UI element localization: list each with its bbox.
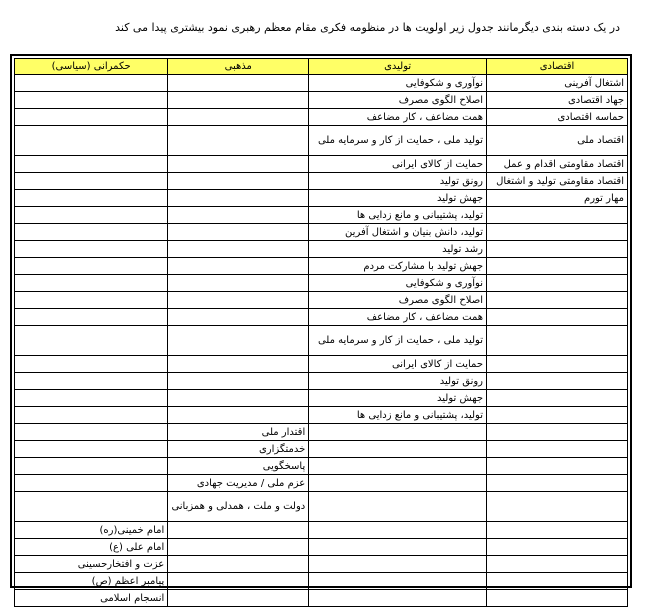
header-religious: مذهبی xyxy=(168,59,309,75)
table-row xyxy=(15,224,628,241)
cell-governance xyxy=(15,492,168,522)
cell-economic xyxy=(487,573,628,590)
cell-economic xyxy=(487,258,628,275)
table-row xyxy=(15,126,628,156)
cell-economic xyxy=(487,292,628,309)
cell-governance xyxy=(15,458,168,475)
priorities-table xyxy=(14,58,628,607)
cell-religious xyxy=(168,390,309,407)
cell-governance xyxy=(15,92,168,109)
cell-economic xyxy=(487,275,628,292)
cell-production xyxy=(309,556,487,573)
cell-governance xyxy=(15,258,168,275)
cell-production: همت مضاعف ، کار مضاعف xyxy=(309,309,487,326)
table-row xyxy=(15,573,628,590)
intro-text: در یک دسته بندی دیگرمانند جدول زیر اولویت ها در منظومه فکری مقام معظم رهبری نمود بیشتری پیدا می کند xyxy=(115,21,620,34)
cell-production xyxy=(309,492,487,522)
cell-religious: عزم ملی / مدیریت جهادی xyxy=(168,475,309,492)
cell-governance: امام علی (ع) xyxy=(15,539,168,556)
cell-religious xyxy=(168,309,309,326)
cell-production: رونق تولید xyxy=(309,173,487,190)
cell-religious xyxy=(168,173,309,190)
cell-economic xyxy=(487,241,628,258)
cell-governance xyxy=(15,309,168,326)
cell-religious xyxy=(168,258,309,275)
cell-production: تولید، پشتیبانی و مانع زدایی ها xyxy=(309,407,487,424)
cell-governance xyxy=(15,156,168,173)
table-row xyxy=(15,75,628,92)
table-row xyxy=(15,458,628,475)
cell-economic xyxy=(487,326,628,356)
cell-religious xyxy=(168,292,309,309)
table-row xyxy=(15,475,628,492)
cell-religious xyxy=(168,241,309,258)
priorities-table-frame xyxy=(10,54,632,604)
cell-economic xyxy=(487,224,628,241)
cell-governance xyxy=(15,407,168,424)
table-row xyxy=(15,241,628,258)
cell-religious: خدمتگزاری xyxy=(168,441,309,458)
cell-religious xyxy=(168,275,309,292)
cell-governance xyxy=(15,441,168,458)
cell-economic xyxy=(487,556,628,573)
cell-religious xyxy=(168,75,309,92)
table-row xyxy=(15,424,628,441)
cell-governance xyxy=(15,292,168,309)
table-row xyxy=(15,92,628,109)
cell-economic: جهاد اقتصادی xyxy=(487,92,628,109)
cell-governance: پیامبر اعظم (ص) xyxy=(15,573,168,590)
header-production: تولیدی xyxy=(309,59,487,75)
cell-governance xyxy=(15,224,168,241)
cell-economic: اقتصاد مقاومتی اقدام و عمل xyxy=(487,156,628,173)
cell-governance xyxy=(15,424,168,441)
table-row xyxy=(15,292,628,309)
cell-production xyxy=(309,573,487,590)
cell-religious xyxy=(168,573,309,590)
cell-production: رشد تولید xyxy=(309,241,487,258)
cell-religious xyxy=(168,207,309,224)
cell-governance xyxy=(15,356,168,373)
cell-religious xyxy=(168,407,309,424)
cell-governance: عزت و افتخارحسینی xyxy=(15,556,168,573)
cell-economic xyxy=(487,475,628,492)
cell-production: اصلاح الگوی مصرف xyxy=(309,92,487,109)
cell-religious xyxy=(168,156,309,173)
cell-production: جهش تولید با مشارکت مردم xyxy=(309,258,487,275)
cell-governance: امام خمینی(ره) xyxy=(15,522,168,539)
cell-economic xyxy=(487,590,628,607)
cell-economic: اقتصاد ملی xyxy=(487,126,628,156)
cell-economic: مهار تورم xyxy=(487,190,628,207)
table-row xyxy=(15,441,628,458)
cell-religious xyxy=(168,92,309,109)
cell-production: جهش تولید xyxy=(309,190,487,207)
cell-religious: پاسخگویی xyxy=(168,458,309,475)
cell-production: جهش تولید xyxy=(309,390,487,407)
cell-religious: دولت و ملت ، همدلی و همزبانی xyxy=(168,492,309,522)
cell-production: تولید، پشتیبانی و مانع زدایی ها xyxy=(309,207,487,224)
cell-governance xyxy=(15,373,168,390)
cell-economic: حماسه اقتصادی xyxy=(487,109,628,126)
cell-governance xyxy=(15,190,168,207)
table-row xyxy=(15,390,628,407)
header-row xyxy=(15,59,628,75)
cell-economic xyxy=(487,309,628,326)
cell-governance xyxy=(15,75,168,92)
cell-religious xyxy=(168,556,309,573)
table-row xyxy=(15,326,628,356)
cell-economic: اشتغال آفرینی xyxy=(487,75,628,92)
cell-production: همت مضاعف ، کار مضاعف xyxy=(309,109,487,126)
header-economic: اقتصادی xyxy=(487,59,628,75)
cell-economic xyxy=(487,539,628,556)
cell-economic xyxy=(487,458,628,475)
cell-religious xyxy=(168,373,309,390)
table-row xyxy=(15,590,628,607)
cell-production: تولید، دانش بنیان و اشتغال آفرین xyxy=(309,224,487,241)
table-body xyxy=(15,75,628,607)
header-governance: حکمرانی (سیاسی) xyxy=(15,59,168,75)
table-row xyxy=(15,258,628,275)
cell-production: حمایت از کالای ایرانی xyxy=(309,156,487,173)
cell-governance xyxy=(15,126,168,156)
cell-religious xyxy=(168,590,309,607)
cell-governance xyxy=(15,390,168,407)
cell-production xyxy=(309,522,487,539)
cell-production xyxy=(309,475,487,492)
cell-production: نوآوری و شکوفایی xyxy=(309,275,487,292)
cell-governance: انسجام اسلامی xyxy=(15,590,168,607)
cell-economic xyxy=(487,207,628,224)
table-row xyxy=(15,309,628,326)
table-row xyxy=(15,173,628,190)
table-row xyxy=(15,109,628,126)
table-row xyxy=(15,356,628,373)
cell-religious xyxy=(168,522,309,539)
cell-governance xyxy=(15,326,168,356)
table-row xyxy=(15,539,628,556)
cell-economic xyxy=(487,492,628,522)
table-row xyxy=(15,156,628,173)
cell-economic: اقتصاد مقاومتی تولید و اشتغال xyxy=(487,173,628,190)
table-row xyxy=(15,522,628,539)
cell-religious xyxy=(168,190,309,207)
cell-governance xyxy=(15,207,168,224)
cell-governance xyxy=(15,275,168,292)
cell-economic xyxy=(487,390,628,407)
cell-governance xyxy=(15,475,168,492)
cell-religious xyxy=(168,126,309,156)
cell-economic xyxy=(487,424,628,441)
table-row xyxy=(15,492,628,522)
cell-economic xyxy=(487,407,628,424)
cell-governance xyxy=(15,173,168,190)
cell-production xyxy=(309,424,487,441)
cell-production xyxy=(309,590,487,607)
table-row xyxy=(15,275,628,292)
cell-production xyxy=(309,539,487,556)
cell-economic xyxy=(487,356,628,373)
table-row xyxy=(15,207,628,224)
cell-production: تولید ملی ، حمایت از کار و سرمایه ملی xyxy=(309,326,487,356)
cell-economic xyxy=(487,441,628,458)
table-row xyxy=(15,190,628,207)
cell-religious xyxy=(168,539,309,556)
cell-production: اصلاح الگوی مصرف xyxy=(309,292,487,309)
cell-religious xyxy=(168,356,309,373)
cell-economic xyxy=(487,373,628,390)
cell-governance xyxy=(15,241,168,258)
cell-production xyxy=(309,441,487,458)
cell-production: حمایت از کالای ایرانی xyxy=(309,356,487,373)
table-row xyxy=(15,556,628,573)
table-row xyxy=(15,373,628,390)
cell-production: نوآوری و شکوفایی xyxy=(309,75,487,92)
cell-economic xyxy=(487,522,628,539)
cell-governance xyxy=(15,109,168,126)
table-row xyxy=(15,407,628,424)
cell-religious xyxy=(168,224,309,241)
cell-production xyxy=(309,458,487,475)
cell-production: رونق تولید xyxy=(309,373,487,390)
cell-production: تولید ملی ، حمایت از کار و سرمایه ملی xyxy=(309,126,487,156)
cell-religious: اقتدار ملی xyxy=(168,424,309,441)
cell-religious xyxy=(168,109,309,126)
cell-religious xyxy=(168,326,309,356)
